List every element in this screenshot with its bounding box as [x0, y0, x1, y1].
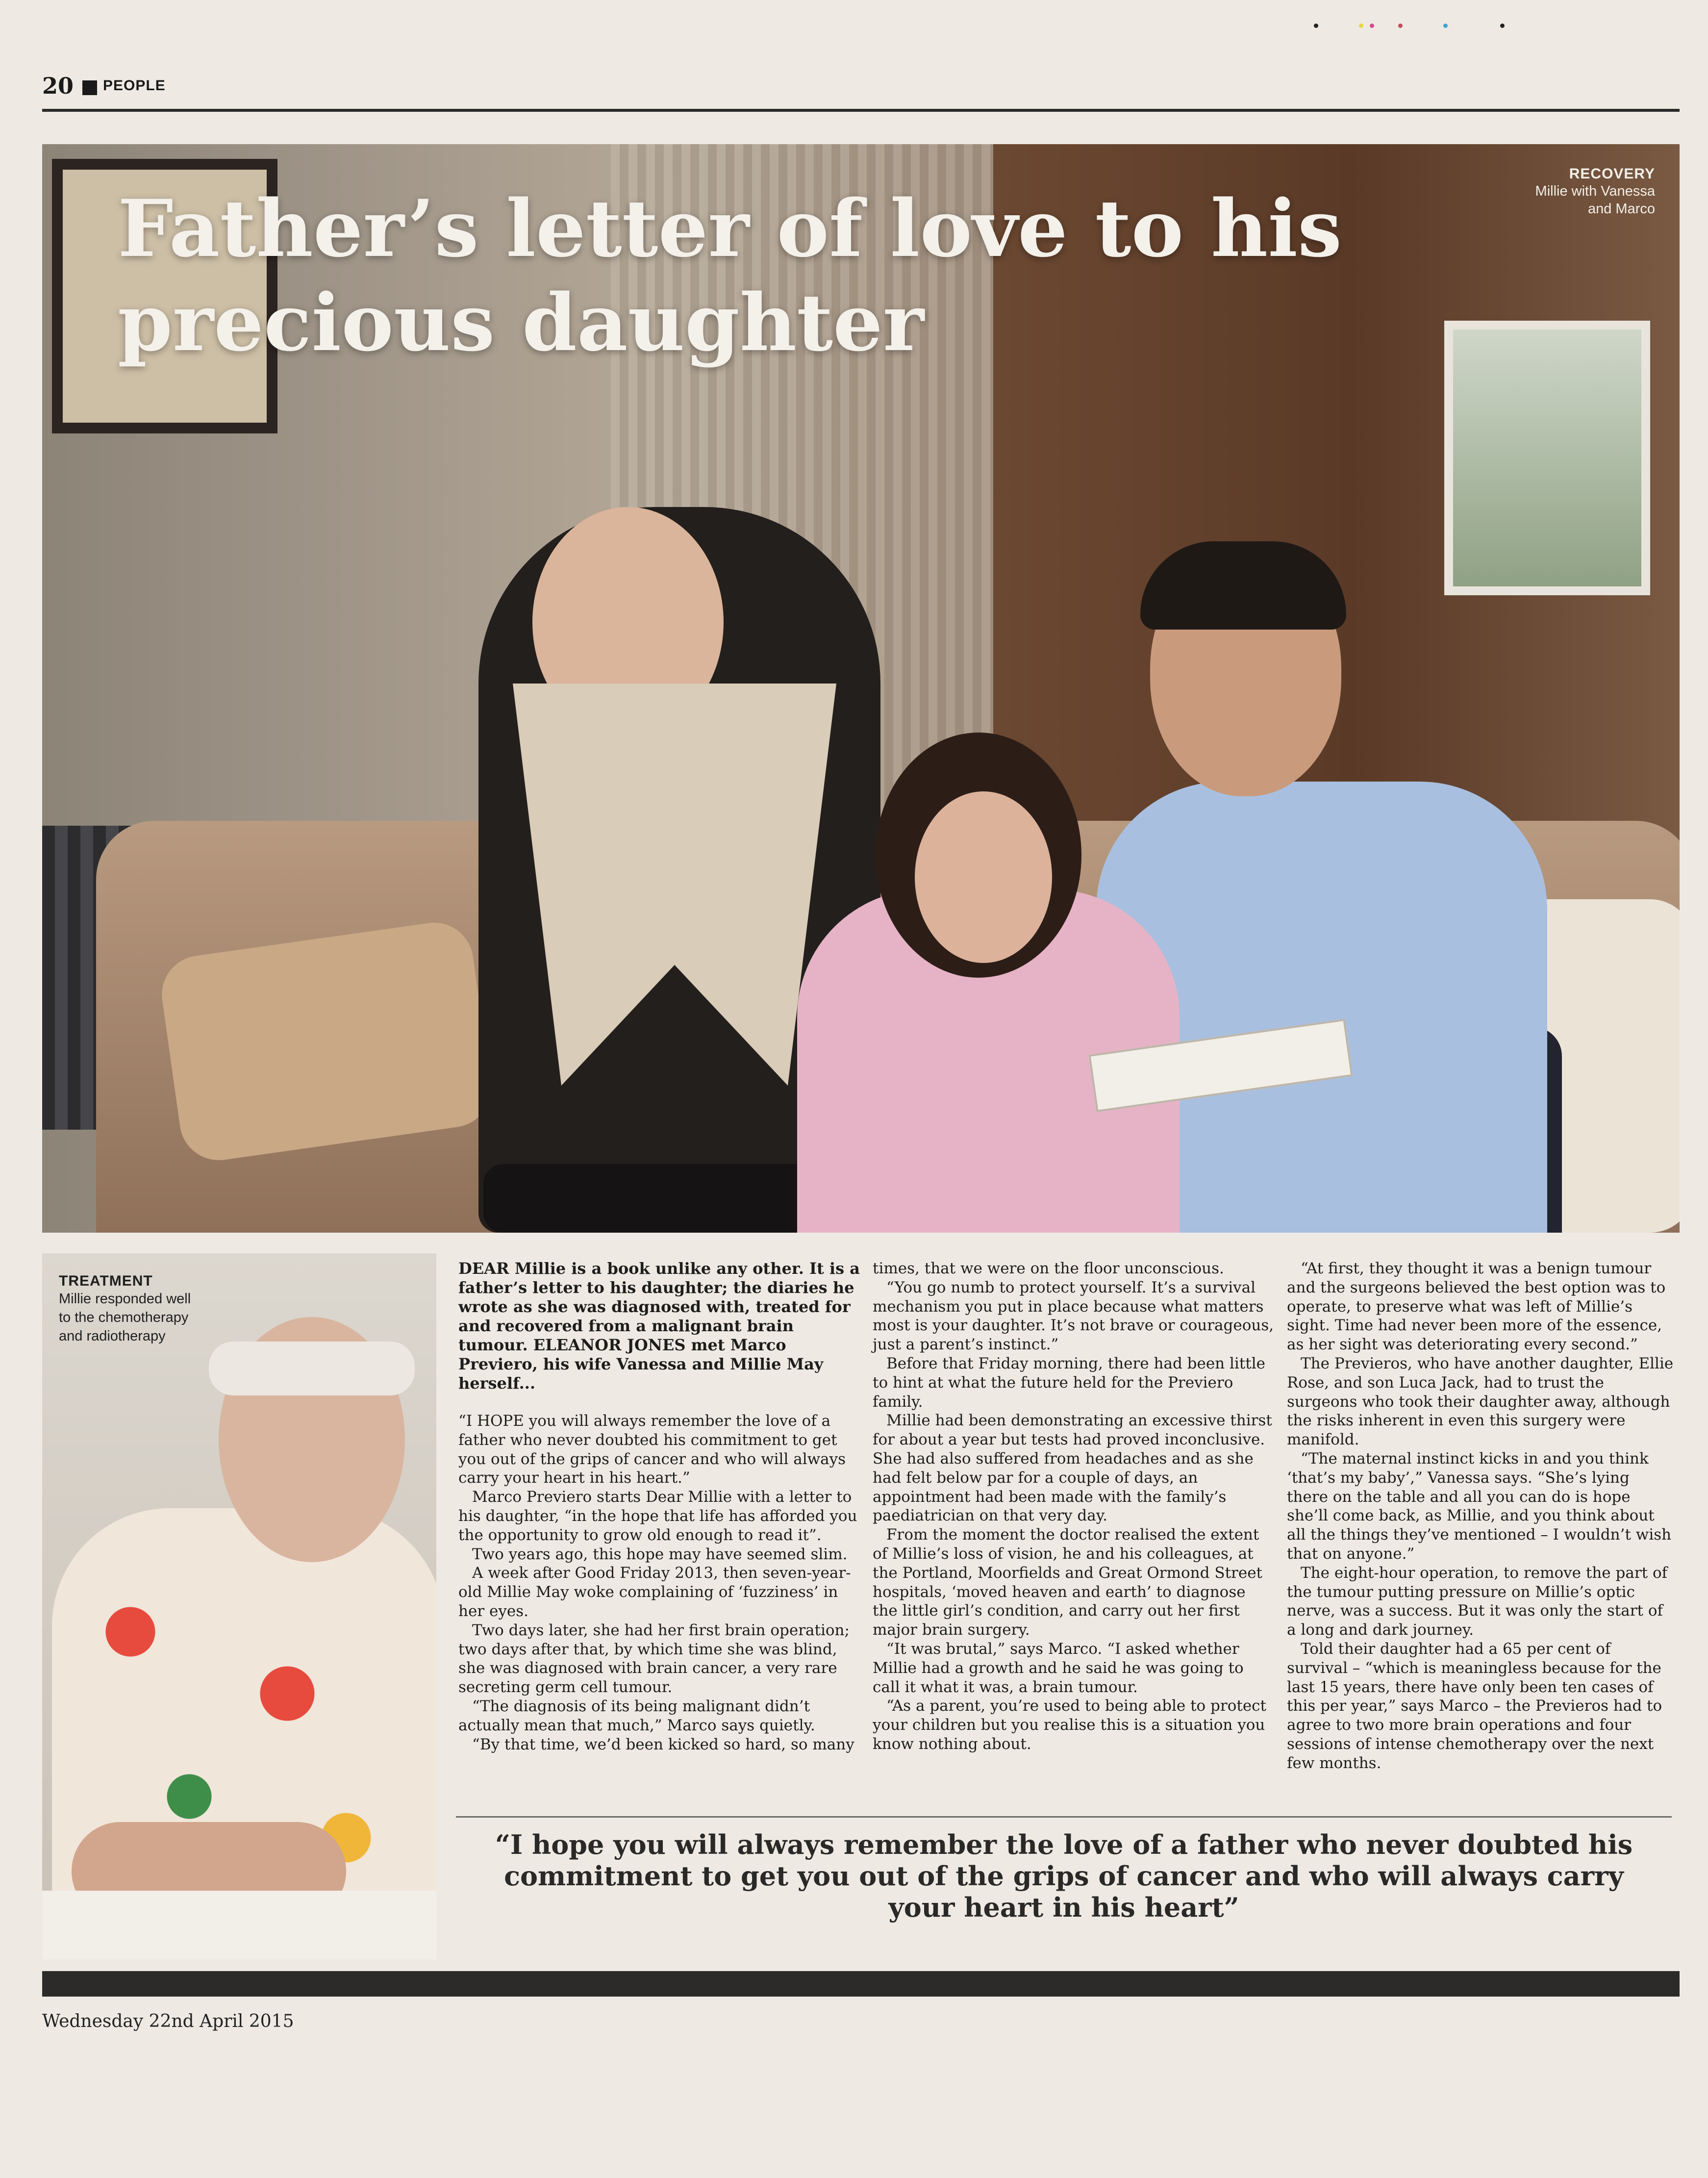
paragraph: “It was brutal,” says Marco. “I asked whether Millie had a growth and he said he was going to call it what it was, a brain tumour. [873, 1640, 1244, 1696]
registration-dot [1314, 24, 1318, 28]
standfirst: DEAR Millie is a book unlike any other. It is a father’s letter to his daughter; the diaries he wrote as she was diagnosed with, treated for and recovered from a malignant brain tumour. ELEANOR JONES met Marco Previero, his wife Vanessa and Millie May herself... [458, 1259, 860, 1393]
pull-quote-rule [456, 1816, 1672, 1818]
registration-dot [1398, 24, 1403, 28]
paragraph: Two years ago, this hope may have seemed slim. [472, 1545, 848, 1563]
paragraph: Millie had been demonstrating an excessive thirst for about a year but tests had proved inconclusive. She had also suffered from headaches and as she had felt below par for a couple of days, an appointment had been made with the family’s paediatrician on that very day. [873, 1412, 1272, 1525]
cushion-left [157, 918, 496, 1165]
paragraph: “The maternal instinct kicks in and you think ‘that’s my baby’,” Vanessa says. “She’s lying there on the table and all you can do is hope she’ll come back, as Millie, and you think about all the things they’ve mentioned – I wouldn’t wish that on anyone.” [1287, 1449, 1672, 1563]
treatment-caption [59, 1273, 314, 1345]
registration-dot [1370, 24, 1374, 28]
section-marker-square [82, 80, 97, 95]
registration-dots [1314, 24, 1520, 33]
registration-dot [1359, 24, 1363, 28]
page-number: 20 [42, 73, 74, 99]
daughter-face [915, 791, 1052, 963]
paragraph: “By that time, we’d been kicked so hard, so many [472, 1735, 854, 1753]
section-name: PEOPLE [103, 77, 166, 94]
treatment-caption-line-2: to the chemotherapy [59, 1310, 189, 1325]
hospital-blanket [42, 1891, 436, 1959]
paragraph: Marco Previero starts Dear Millie with a letter to his daughter, “in the hope that life has afforded you the opportunity to grow old enough to read it”. [458, 1488, 857, 1544]
paragraph: The Previeros, who have another daughter, Ellie Rose, and son Luca Jack, had to trust the surgeons who took their daughter away, although the risks inherent in even this surgery were manifold. [1287, 1354, 1674, 1449]
headline-line-2: precious daughter [118, 277, 925, 369]
registration-dot [1443, 24, 1448, 28]
recovery-caption-line-1: Millie with Vanessa [1535, 183, 1655, 199]
page-header [42, 69, 1680, 103]
window [1444, 321, 1650, 595]
paragraph: Before that Friday morning, there had been little to hint at what the future held for the Previero family. [873, 1354, 1266, 1411]
bottom-bar [42, 1971, 1680, 1997]
paragraph: “At first, they thought it was a benign tumour and the surgeons believed the best option was to operate, to preserve what was left of Millie’s sight. Time had never been more of the essence, as her sight was deteriorating every second.” [1287, 1260, 1666, 1354]
head-bandage [209, 1342, 415, 1395]
paragraph: “As a parent, you’re used to being able to protect your children but you realise this is a situation you know nothing about. [873, 1697, 1266, 1753]
paragraph: “I HOPE you will always remember the love of a father who never doubted his commitment to get you out of the grips of cancer and who will always carry your heart in his heart.” [458, 1412, 846, 1487]
paragraph: times, that we were on the floor unconscious. [873, 1260, 1224, 1277]
article-column-1 [458, 1259, 860, 1754]
header-rule [42, 109, 1680, 112]
paragraph: The eight-hour operation, to remove the part of the tumour putting pressure on Millie’s optic nerve, was a success. But it was only the start of a long and dark journey. [1287, 1564, 1668, 1639]
headline-line-1: Father’s letter of love to his [118, 182, 1342, 275]
footer-date: Wednesday 22nd April 2015 [42, 2011, 294, 2031]
paragraph: “You go numb to protect yourself. It’s a survival mechanism you put in place because what matters most is your daughter. It’s not brave or courageous, just a parent’s instinct.” [873, 1278, 1274, 1354]
treatment-caption-line-3: and radiotherapy [59, 1328, 166, 1344]
article-column-3 [1287, 1259, 1674, 1773]
paragraph: A week after Good Friday 2013, then seven-year-old Millie May woke complaining of ‘fuzziness’ in her eyes. [458, 1564, 851, 1620]
treatment-caption-title: TREATMENT [59, 1273, 153, 1289]
pull-quote: “I hope you will always remember the love of a father who never doubted his commitment to get you out of the grips of cancer and who will always carry your heart in his heart” [495, 1829, 1633, 1923]
registration-dot [1500, 24, 1505, 28]
recovery-caption [1422, 166, 1655, 218]
headline [118, 181, 1343, 370]
article-column-2 [873, 1259, 1275, 1754]
father-hair [1140, 541, 1346, 630]
paragraph: From the moment the doctor realised the extent of Millie’s loss of vision, he and his colleagues, at the Portland, Moorfields and Great Ormond Street hospitals, ‘moved heaven and earth’ to diagnose the little girl’s condition, and carry out her first major brain surgery. [873, 1526, 1262, 1639]
treatment-photo [42, 1253, 436, 1959]
treatment-caption-line-1: Millie responded well [59, 1291, 191, 1307]
paragraph: Told their daughter had a 65 per cent of survival – “which is meaningless because for the last 15 years, there have only been ten cases of this per year,” says Marco – the Previeros had to agree to two more brain operations and four sessions of intense chemotherapy over the next few months. [1287, 1640, 1662, 1772]
recovery-caption-line-2: and Marco [1587, 201, 1655, 217]
paragraph: “The diagnosis of its being malignant didn’t actually mean that much,” Marco says quietly. [458, 1697, 815, 1734]
paragraph: Two days later, she had her first brain operation; two days after that, by which time she was blind, she was diagnosed with brain cancer, a very rare secreting germ cell tumour. [458, 1621, 850, 1697]
recovery-caption-title: RECOVERY [1569, 166, 1655, 182]
